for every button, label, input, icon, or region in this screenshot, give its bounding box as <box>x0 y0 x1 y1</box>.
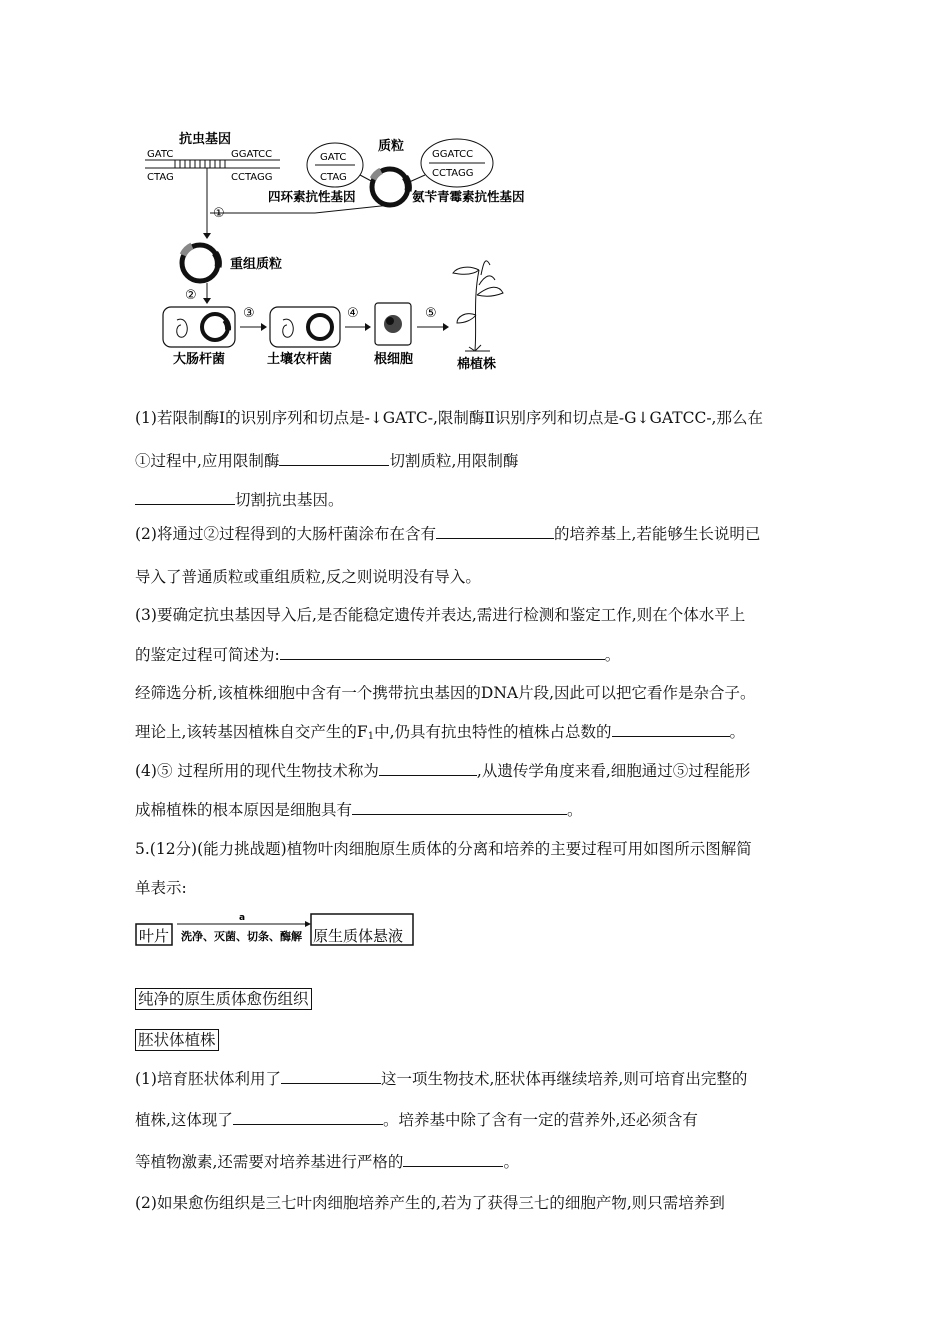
q1-line-3-suffix: 切割抗虫基因。 <box>235 491 344 509</box>
answer-blank-reason[interactable] <box>352 800 567 815</box>
recombinant-plasmid-icon <box>182 245 218 281</box>
q1-line-2-prefix: ①过程中,应用限制酶 <box>135 452 280 470</box>
plasmid-bubble-left-bottom: CTAG <box>320 172 347 183</box>
embryoid-box-line <box>135 1029 219 1051</box>
p5-line-2: 单表示: <box>135 879 187 897</box>
answer-blank-technique[interactable] <box>379 761 477 776</box>
q4-line-1-suffix: ,从遗传学角度来看,细胞通过⑤过程能形 <box>476 762 751 780</box>
cotton-plant-icon <box>453 261 503 351</box>
callus-box: 纯净的原生质体愈伤组织 <box>135 988 312 1010</box>
q2-line-2: 导入了普通质粒或重组质粒,反之则说明没有导入。 <box>135 568 481 586</box>
recombinant-plasmid-label: 重组质粒 <box>230 257 283 272</box>
q1-line-2-suffix: 切割质粒,用限制酶 <box>389 452 519 470</box>
plasmid-bubble-right <box>407 139 493 187</box>
s1-line-2-suffix: 。培养基中除了含有一定的营养外,还必须含有 <box>382 1111 698 1129</box>
flow-a-label: a <box>239 913 246 923</box>
s1-line-3-prefix: 等植物激素,还需要对培养基进行严格的 <box>135 1153 404 1171</box>
protoplast-flow-diagram <box>135 912 435 946</box>
q3-line-3: 经筛选分析,该植株细胞中含有一个携带抗虫基因的DNA片段,因此可以把它看作是杂合子。 <box>135 684 756 702</box>
gene-seq-right-top: GGATCC <box>231 149 273 160</box>
q2-line-1 <box>135 524 760 544</box>
answer-blank-enzyme-gene[interactable] <box>135 490 235 505</box>
tet-resistance-label: 四环素抗性基因 <box>268 189 356 204</box>
gene-seq-left-bottom: CTAG <box>147 172 174 183</box>
answer-blank-medium[interactable] <box>436 524 554 539</box>
agrobacterium-label: 土壤农杆菌 <box>267 352 333 367</box>
answer-blank-sterilization[interactable] <box>403 1152 503 1167</box>
q2-line-1-prefix: (2)将通过②过程得到的大肠杆菌涂布在含有 <box>135 525 436 543</box>
flow-steps-label: 洗净、灭菌、切条、酶解 <box>181 930 302 943</box>
flow-leaf-label: 叶片 <box>139 927 170 945</box>
answer-blank-biotech[interactable] <box>281 1069 381 1084</box>
gene-seq-right-bottom: CCTAGG <box>231 172 273 183</box>
q3-line-2-suffix: 。 <box>604 646 621 664</box>
ecoli-cell-icon <box>163 307 235 347</box>
callus-box-line <box>135 988 312 1010</box>
plasmid-icon <box>372 169 408 205</box>
q3-line-1: (3)要确定抗虫基因导入后,是否能稳定遗传并表达,需进行检测和鉴定工作,则在个体水平上 <box>135 606 746 624</box>
answer-blank-enzyme-plasmid[interactable] <box>279 451 389 466</box>
answer-blank-totipotency[interactable] <box>233 1110 383 1125</box>
s1-line-3 <box>135 1152 519 1172</box>
q4-line-1 <box>135 761 750 781</box>
q4-line-1-prefix: (4)⑤ 过程所用的现代生物技术称为 <box>135 762 379 780</box>
s1-line-1-suffix: 这一项生物技术,胚状体再继续培养,则可培育出完整的 <box>380 1070 748 1088</box>
q1-line-1: (1)若限制酶Ⅰ的识别序列和切点是-↓GATC-,限制酶Ⅱ识别序列和切点是-G↓GATCC-,那么在 <box>135 409 763 427</box>
root-cell-icon <box>375 303 411 345</box>
cotton-plant-label: 棉植株 <box>457 357 497 372</box>
s1-line-2 <box>135 1110 698 1130</box>
q4-line-2-suffix: 。 <box>567 801 583 819</box>
q3-line-4-middle: 中,仍具有抗虫特性的植株占总数的 <box>374 723 612 741</box>
step-3-label: ③ <box>243 306 255 321</box>
f1-subscript: 1 <box>367 731 375 742</box>
q3-line-4-prefix: 理论上,该转基因植株自交产生的F <box>135 723 368 741</box>
plasmid-bubble-right-bottom: CCTAGG <box>432 168 474 179</box>
s1-line-2-prefix: 植株,这体现了 <box>135 1111 233 1129</box>
genetic-engineering-diagram <box>135 125 555 385</box>
s1-line-1-prefix: (1)培育胚状体利用了 <box>135 1070 281 1088</box>
q4-line-2 <box>135 800 583 820</box>
flow-suspension-label: 原生质体悬液 <box>313 927 404 945</box>
s2-line-1: (2)如果愈伤组织是三七叶肉细胞培养产生的,若为了获得三七的细胞产物,则只需培养到 <box>135 1194 725 1212</box>
answer-blank-ratio[interactable] <box>612 722 730 737</box>
ecoli-label: 大肠杆菌 <box>173 352 226 367</box>
plasmid-label: 质粒 <box>378 139 405 154</box>
gene-dna-strand <box>145 160 280 168</box>
plasmid-bubble-right-top: GGATCC <box>432 149 474 160</box>
q3-line-4 <box>135 722 745 747</box>
q1-line-3 <box>135 490 344 510</box>
embryoid-box: 胚状体植株 <box>135 1029 219 1051</box>
amp-resistance-label: 氨苄青霉素抗性基因 <box>412 189 525 204</box>
step-5-label: ⑤ <box>425 306 437 321</box>
s1-line-1 <box>135 1069 747 1089</box>
step-2-label: ② <box>185 288 197 303</box>
q3-line-2-prefix: 的鉴定过程可简述为: <box>135 646 280 664</box>
q3-line-4-suffix: 。 <box>729 723 746 741</box>
q2-line-1-suffix: 的培养基上,若能够生长说明已 <box>553 525 761 543</box>
q1-line-2 <box>135 451 518 471</box>
step-4-label: ④ <box>347 306 359 321</box>
s1-line-3-suffix: 。 <box>503 1153 519 1171</box>
plasmid-bubble-left-top: GATC <box>320 152 347 163</box>
q3-line-2 <box>135 645 620 665</box>
gene-seq-left-top: GATC <box>147 149 174 160</box>
q4-line-2-prefix: 成棉植株的根本原因是细胞具有 <box>135 801 353 819</box>
answer-blank-identification[interactable] <box>280 645 605 660</box>
step-1-label: ① <box>213 206 225 221</box>
root-cell-label: 根细胞 <box>374 352 414 367</box>
agrobacterium-cell-icon <box>270 307 340 347</box>
p5-line-1: 5.(12分)(能力挑战题)植物叶肉细胞原生质体的分离和培养的主要过程可用如图所示图解简 <box>135 840 752 858</box>
gene-label: 抗虫基因 <box>179 132 232 147</box>
